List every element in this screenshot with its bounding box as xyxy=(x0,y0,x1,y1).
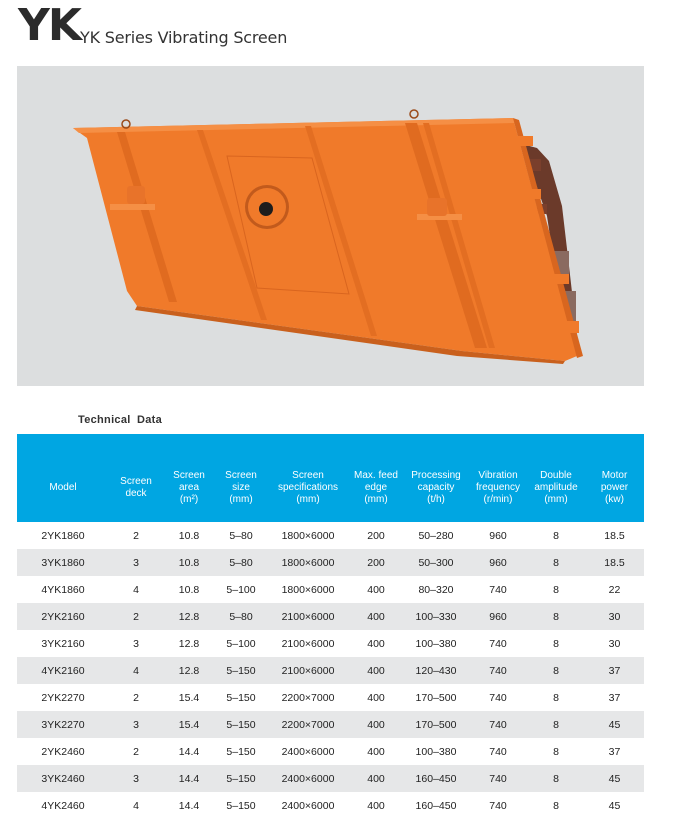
cell-screen-area: 10.8 xyxy=(178,583,200,596)
table-row xyxy=(17,576,644,603)
cell-screen-size: 5–150 xyxy=(226,745,256,758)
column-header-max-feed-edge xyxy=(349,434,403,522)
cell-double-amplitude: 8 xyxy=(553,529,559,542)
cell-screen-specifications: 1800×6000 xyxy=(281,583,335,596)
cell-screen-size: 5–100 xyxy=(226,637,256,650)
cell-vibration-frequency: 740 xyxy=(469,711,527,738)
column-header-line: frequency xyxy=(476,482,520,493)
cell-screen-specifications: 2400×6000 xyxy=(267,765,349,792)
cell-screen-size: 5–80 xyxy=(215,549,267,576)
cell-vibration-frequency: 740 xyxy=(489,799,507,812)
column-header-line: (mm) xyxy=(544,494,568,505)
column-header-processing-capacity xyxy=(403,434,469,522)
cell-screen-area: 12.8 xyxy=(163,657,215,684)
cell-processing-capacity: 170–500 xyxy=(403,711,469,738)
deck-lip xyxy=(517,136,533,146)
right-mount-block xyxy=(427,198,447,216)
cell-vibration-frequency: 740 xyxy=(489,745,507,758)
cell-max-feed-edge: 400 xyxy=(349,657,403,684)
cell-double-amplitude: 8 xyxy=(553,637,559,650)
cell-screen-size: 5–150 xyxy=(215,765,267,792)
table-row xyxy=(17,792,644,819)
cell-model: 2YK2270 xyxy=(41,691,85,704)
cell-screen-size: 5–80 xyxy=(215,603,267,630)
column-header-line: Motor xyxy=(601,470,628,481)
side-plate xyxy=(73,118,577,361)
cell-vibration-frequency: 960 xyxy=(469,549,527,576)
cell-motor-power: 45 xyxy=(608,799,621,812)
cell-double-amplitude: 8 xyxy=(553,745,559,758)
column-header-line: (mm) xyxy=(364,494,388,505)
cell-screen-size: 5–150 xyxy=(215,711,267,738)
product-photo xyxy=(17,66,644,386)
table-row xyxy=(17,765,644,792)
cell-vibration-frequency: 740 xyxy=(469,765,527,792)
lifting-lug xyxy=(410,110,418,118)
cell-double-amplitude: 8 xyxy=(527,765,585,792)
cell-screen-specifications: 2100×6000 xyxy=(281,637,335,650)
cell-screen-size: 5–80 xyxy=(229,529,253,542)
column-header-line: deck xyxy=(125,488,147,499)
cell-screen-specifications: 2200×7000 xyxy=(281,691,335,704)
table-row xyxy=(17,522,644,549)
cell-max-feed-edge: 400 xyxy=(349,765,403,792)
column-header-line: Vibration xyxy=(478,470,518,481)
cell-screen-deck: 3 xyxy=(109,711,163,738)
cell-double-amplitude: 8 xyxy=(527,603,585,630)
cell-max-feed-edge: 400 xyxy=(367,637,385,650)
cell-screen-specifications: 1800×6000 xyxy=(281,529,335,542)
table-row xyxy=(17,549,644,576)
cell-screen-size: 5–150 xyxy=(226,799,256,812)
table-row xyxy=(17,603,644,630)
cell-vibration-frequency: 740 xyxy=(489,637,507,650)
cell-model: 3YK2160 xyxy=(41,637,85,650)
deck-lip xyxy=(557,321,579,333)
cell-processing-capacity: 120–430 xyxy=(403,657,469,684)
column-header-screen-area xyxy=(163,434,215,522)
cell-model: 3YK2270 xyxy=(17,711,109,738)
column-header-line: (mm) xyxy=(296,494,320,505)
cell-screen-deck: 2 xyxy=(109,603,163,630)
cell-model: 2YK2460 xyxy=(41,745,85,758)
cell-max-feed-edge: 400 xyxy=(349,711,403,738)
cell-motor-power: 22 xyxy=(608,583,621,596)
cell-screen-area: 15.4 xyxy=(178,691,200,704)
cell-screen-area: 12.8 xyxy=(178,637,200,650)
column-header-line: amplitude xyxy=(534,482,578,493)
cell-screen-deck: 3 xyxy=(133,637,139,650)
column-header-motor-power xyxy=(585,434,644,522)
deck-lip xyxy=(549,274,569,284)
cell-screen-specifications: 2100×6000 xyxy=(267,603,349,630)
cell-screen-deck: 3 xyxy=(109,765,163,792)
column-header-screen-deck xyxy=(109,434,163,522)
cell-motor-power: 45 xyxy=(585,711,644,738)
cell-screen-deck: 2 xyxy=(133,745,139,758)
column-header-line: (mm) xyxy=(229,494,253,505)
cell-screen-area: 14.4 xyxy=(163,765,215,792)
cell-screen-specifications: 2100×6000 xyxy=(267,657,349,684)
cell-processing-capacity: 80–320 xyxy=(418,583,454,596)
column-header-screen-specifications xyxy=(267,434,349,522)
table-row xyxy=(17,657,644,684)
left-mount-block xyxy=(127,186,145,204)
cell-double-amplitude: 8 xyxy=(527,549,585,576)
column-header-line: area xyxy=(178,482,199,493)
column-header-line: Max. feed xyxy=(354,470,398,481)
vibrating-screen-illustration xyxy=(17,66,644,386)
cell-model: 4YK1860 xyxy=(41,583,85,596)
brand-logo: YK xyxy=(18,0,80,51)
cell-screen-deck: 4 xyxy=(109,657,163,684)
column-header-line: (t/h) xyxy=(427,494,445,505)
cell-screen-area: 10.8 xyxy=(163,549,215,576)
deck-lip xyxy=(529,189,541,199)
cell-screen-specifications: 2400×6000 xyxy=(281,745,335,758)
cell-screen-area: 14.4 xyxy=(178,799,200,812)
cell-vibration-frequency: 960 xyxy=(469,603,527,630)
table-row xyxy=(17,738,644,765)
cell-max-feed-edge: 400 xyxy=(367,799,385,812)
cell-screen-specifications: 2200×7000 xyxy=(267,711,349,738)
column-header-line: power xyxy=(600,482,629,493)
cell-max-feed-edge: 400 xyxy=(367,691,385,704)
cell-screen-deck: 2 xyxy=(133,529,139,542)
column-header-line: size xyxy=(232,482,250,493)
column-header-line: Screen xyxy=(292,470,324,481)
cell-double-amplitude: 8 xyxy=(553,583,559,596)
cell-motor-power: 37 xyxy=(585,657,644,684)
cell-screen-area: 14.4 xyxy=(178,745,200,758)
cell-screen-area: 10.8 xyxy=(178,529,200,542)
exciter-hub xyxy=(259,202,273,216)
column-header-vibration-frequency xyxy=(469,434,527,522)
column-header-line: Screen xyxy=(225,470,257,481)
cell-processing-capacity: 160–450 xyxy=(403,765,469,792)
cell-motor-power: 30 xyxy=(585,603,644,630)
left-support-bracket xyxy=(110,204,155,210)
table-row xyxy=(17,711,644,738)
cell-screen-deck: 4 xyxy=(133,583,139,596)
column-header-line: Screen xyxy=(120,476,152,487)
column-header-line: edge xyxy=(364,482,388,493)
page-title: YK Series Vibrating Screen xyxy=(80,28,288,47)
column-header-line: Model xyxy=(49,482,77,493)
cell-model: 3YK1860 xyxy=(17,549,109,576)
cell-screen-area: 12.8 xyxy=(163,603,215,630)
cell-motor-power: 18.5 xyxy=(585,549,644,576)
cell-model: 3YK2460 xyxy=(17,765,109,792)
cell-screen-specifications: 1800×6000 xyxy=(267,549,349,576)
cell-motor-power: 37 xyxy=(608,691,621,704)
cell-screen-deck: 4 xyxy=(133,799,139,812)
cell-processing-capacity: 170–500 xyxy=(415,691,457,704)
cell-screen-size: 5–150 xyxy=(226,691,256,704)
cell-screen-size: 5–150 xyxy=(215,657,267,684)
cell-motor-power: 37 xyxy=(608,745,621,758)
cell-vibration-frequency: 960 xyxy=(489,529,507,542)
cell-processing-capacity: 100–330 xyxy=(403,603,469,630)
cell-screen-area: 15.4 xyxy=(163,711,215,738)
column-header-line: (m²) xyxy=(179,494,199,505)
cell-model: 4YK2460 xyxy=(41,799,85,812)
cell-processing-capacity: 100–380 xyxy=(415,637,457,650)
column-header-double-amplitude xyxy=(527,434,585,522)
table-row xyxy=(17,630,644,657)
cell-model: 2YK2160 xyxy=(17,603,109,630)
cell-processing-capacity: 100–380 xyxy=(415,745,457,758)
cell-model: 2YK1860 xyxy=(41,529,85,542)
cell-model: 4YK2160 xyxy=(17,657,109,684)
cell-vibration-frequency: 740 xyxy=(469,657,527,684)
column-header-line: capacity xyxy=(417,482,455,493)
table-header-row xyxy=(17,434,644,522)
technical-data-table xyxy=(17,434,644,819)
cell-max-feed-edge: 200 xyxy=(367,529,385,542)
cell-processing-capacity: 160–450 xyxy=(415,799,457,812)
column-header-line: (kw) xyxy=(605,494,624,505)
cell-vibration-frequency: 740 xyxy=(489,583,507,596)
cell-double-amplitude: 8 xyxy=(553,799,559,812)
cell-screen-size: 5–100 xyxy=(226,583,256,596)
cell-screen-deck: 3 xyxy=(109,549,163,576)
table-row xyxy=(17,684,644,711)
column-header-line: Double xyxy=(540,470,572,481)
cell-double-amplitude: 8 xyxy=(527,657,585,684)
cell-double-amplitude: 8 xyxy=(527,711,585,738)
cell-motor-power: 18.5 xyxy=(604,529,625,542)
cell-max-feed-edge: 400 xyxy=(367,583,385,596)
cell-vibration-frequency: 740 xyxy=(489,691,507,704)
column-header-screen-size xyxy=(215,434,267,522)
column-header-line: Processing xyxy=(411,470,461,481)
cell-motor-power: 45 xyxy=(585,765,644,792)
column-header-line: Screen xyxy=(173,470,205,481)
cell-max-feed-edge: 400 xyxy=(367,745,385,758)
cell-processing-capacity: 50–280 xyxy=(418,529,454,542)
cell-motor-power: 30 xyxy=(608,637,621,650)
cell-screen-specifications: 2400×6000 xyxy=(281,799,335,812)
column-header-line: specifications xyxy=(277,482,339,493)
cell-max-feed-edge: 400 xyxy=(349,603,403,630)
cell-double-amplitude: 8 xyxy=(553,691,559,704)
cell-processing-capacity: 50–300 xyxy=(403,549,469,576)
column-header-model xyxy=(17,434,109,522)
technical-data-heading: Technical Data xyxy=(78,414,163,426)
cell-screen-deck: 2 xyxy=(133,691,139,704)
cell-max-feed-edge: 200 xyxy=(349,549,403,576)
column-header-line: (r/min) xyxy=(483,494,513,505)
